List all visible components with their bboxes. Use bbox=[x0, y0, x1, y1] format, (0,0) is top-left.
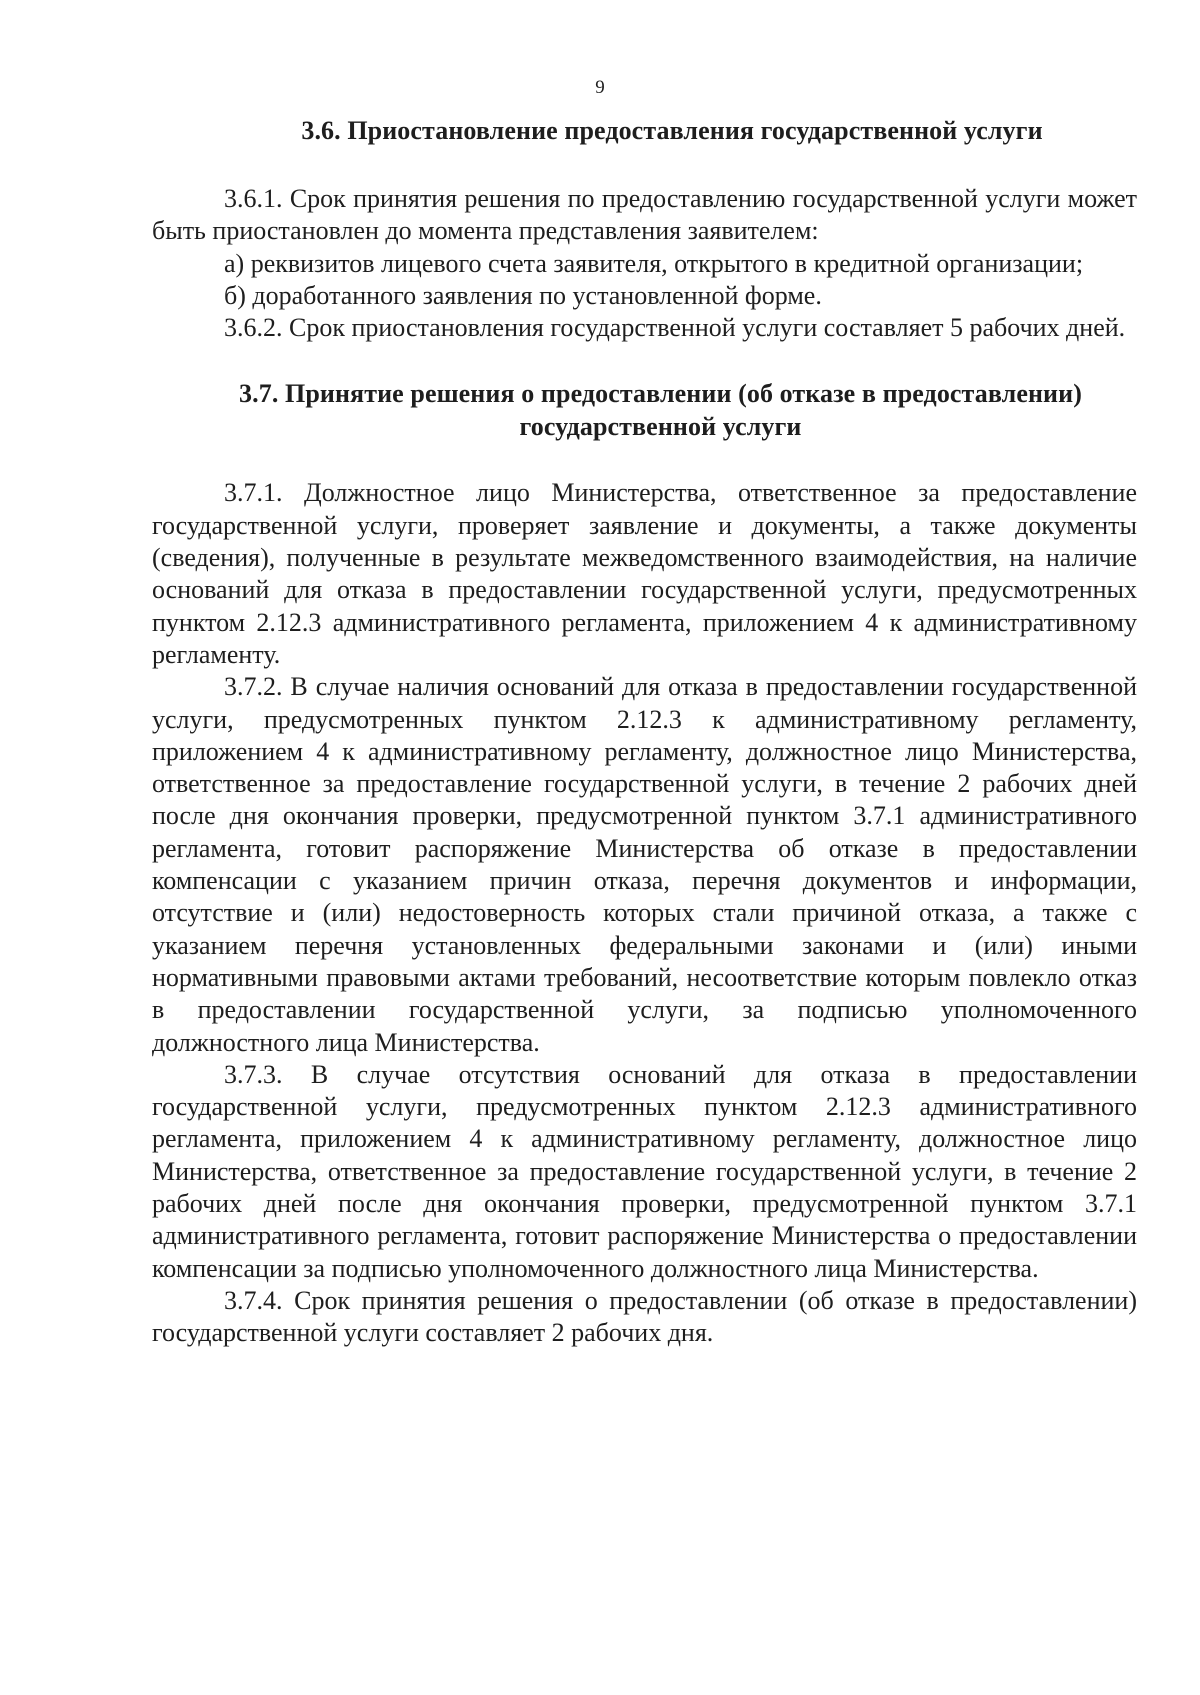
paragraph-3-7-1: 3.7.1. Должностное лицо Министерства, ответственное за предоставление государственной услуги, проверяет заявление и документы, а также документы (сведения), полученные в результате межведомственного взаимодействия, на наличие оснований для отказа в предоставлении государственной услуги, предусмотренных пунктом 2.12.3 административного регламента, приложением 4 к административному регламенту. bbox=[152, 478, 1137, 669]
paragraph-3-6-2: 3.6.2. Срок приостановления государственной услуги составляет 5 рабочих дней. bbox=[224, 313, 1126, 343]
paragraph-3-6-1-b: б) доработанного заявления по установленной форме. bbox=[224, 280, 822, 310]
section-3-7-heading bbox=[152, 377, 1137, 443]
paragraph-3-6-1-a: а) реквизитов лицевого счета заявителя, открытого в кредитной организации; bbox=[224, 248, 1084, 278]
section-3-7-heading-line1: 3.7. Принятие решения о предоставлении (об отказе в предоставлении) bbox=[239, 379, 1082, 409]
section-3-7-heading-line2: государственной услуги bbox=[519, 412, 802, 442]
paragraph-3-7-4: 3.7.4. Срок принятия решения о предоставлении (об отказе в предоставлении) государственной услуги составляет 2 рабочих дня. bbox=[152, 1285, 1137, 1348]
section-3-6-heading: 3.6. Приостановление предоставления государственной услуги bbox=[301, 116, 1043, 145]
page-number: 9 bbox=[595, 77, 605, 98]
paragraph-3-6-1: 3.6.1. Срок принятия решения по предоставлению государственной услуги может быть приостановлен до момента представления заявителем: bbox=[152, 184, 1137, 246]
document-body bbox=[152, 114, 1137, 1350]
paragraph-3-7-2: 3.7.2. В случае наличия оснований для отказа в предоставлении государственной услуги, предусмотренных пунктом 2.12.3 к административному регламенту, приложением 4 к административному регламенту, должностное лицо Министерства, ответственное за предоставление государственной услуги, в течение 2 рабочих дней после дня окончания проверки, предусмотренной пунктом 3.7.1 административного регламента, готовит распоряжение Министерства об отказе в предоставлении компенсации с указанием причин отказа, перечня документов и информации, отсутствие и (или) недостоверность которых стали причиной отказа, а также с указанием перечня установленных федеральными законами и (или) иными нормативными правовыми актами требований, несоответствие которым повлекло отказ в предоставлении государственной услуги, за подписью уполномоченного должностного лица Министерства. bbox=[152, 672, 1137, 1057]
paragraph-3-7-3: 3.7.3. В случае отсутствия оснований для отказа в предоставлении государственной услуги, предусмотренных пунктом 2.12.3 административного регламента, приложением 4 к административному регламенту, должностное лицо Министерства, ответственное за предоставление государственной услуги, в течение 2 рабочих дней после дня окончания проверки, предусмотренной пунктом 3.7.1 административного регламента, готовит распоряжение Министерства о предоставлении компенсации за подписью уполномоченного должностного лица Министерства. bbox=[152, 1059, 1137, 1283]
